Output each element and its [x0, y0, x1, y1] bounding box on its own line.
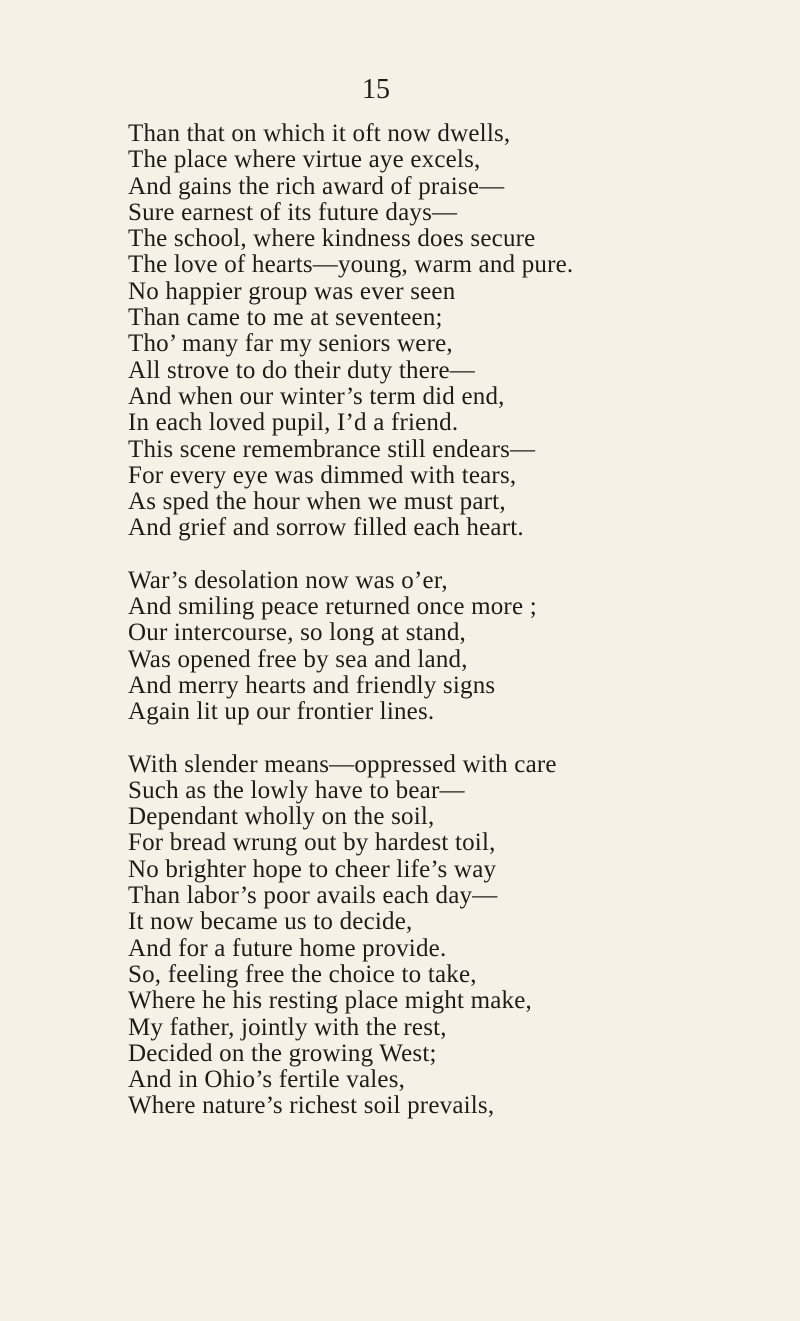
poem-line: Sure earnest of its future days— — [128, 198, 458, 226]
stanza-3 — [128, 752, 768, 1120]
poem-line: Where he his resting place might make, — [128, 987, 532, 1015]
poem-line: So, feeling free the choice to take, — [128, 960, 477, 988]
poem-line: The place where virtue aye excels, — [128, 146, 481, 174]
poem-line: For every eye was dimmed with tears, — [128, 461, 517, 489]
poem-line: The school, where kindness does secure — [128, 225, 536, 253]
poem-line: Than came to me at seventeen; — [128, 304, 443, 332]
poem-line: And grief and sorrow filled each heart. — [128, 514, 524, 542]
poem-line: This scene remembrance still endears— — [128, 435, 536, 463]
poem-line: And for a future home provide. — [128, 934, 447, 962]
stanza-1 — [128, 121, 768, 542]
poem-line: And smiling peace returned once more ; — [128, 593, 537, 621]
poem-line: Decided on the growing West; — [128, 1039, 437, 1067]
poem-line: The love of hearts—young, warm and pure. — [128, 251, 574, 279]
poem-line: In each loved pupil, I’d a friend. — [128, 409, 459, 437]
poem-line: Than that on which it oft now dwells, — [128, 120, 511, 147]
poem-line: Dependant wholly on the soil, — [128, 803, 435, 831]
poem-text — [128, 121, 768, 1120]
poem-line: And in Ohio’s fertile vales, — [128, 1066, 406, 1094]
poem-line: My father, jointly with the rest, — [128, 1013, 447, 1041]
poem-line: And when our winter’s term did end, — [128, 382, 505, 410]
poem-line: And gains the rich award of praise— — [128, 172, 505, 200]
poem-line: Was opened free by sea and land, — [128, 645, 468, 673]
poem-line: War’s desolation now was o’er, — [128, 566, 448, 594]
poem-line: Where nature’s richest soil prevails, — [128, 1092, 495, 1120]
poem-line: With slender means—oppressed with care — [128, 750, 557, 778]
poem-line: As sped the hour when we must part, — [128, 488, 506, 516]
poem-line: And merry hearts and friendly signs — [128, 671, 496, 699]
poem-line: All strove to do their duty there— — [128, 356, 476, 384]
poem-line: Than labor’s poor avails each day— — [128, 882, 498, 910]
poem-line: It now became us to decide, — [128, 908, 413, 936]
page-number: 15 — [362, 74, 390, 105]
poem-line: Such as the lowly have to bear— — [128, 776, 465, 804]
stanza-2 — [128, 568, 768, 726]
poem-line: Our intercourse, so long at stand, — [128, 619, 466, 647]
poem-line: No brighter hope to cheer life’s way — [128, 855, 497, 883]
poem-line: Again lit up our frontier lines. — [128, 698, 435, 726]
poem-line: For bread wrung out by hardest toil, — [128, 829, 496, 857]
poem-line: No happier group was ever seen — [128, 277, 456, 305]
poem-line: Tho’ many far my seniors were, — [128, 330, 453, 358]
